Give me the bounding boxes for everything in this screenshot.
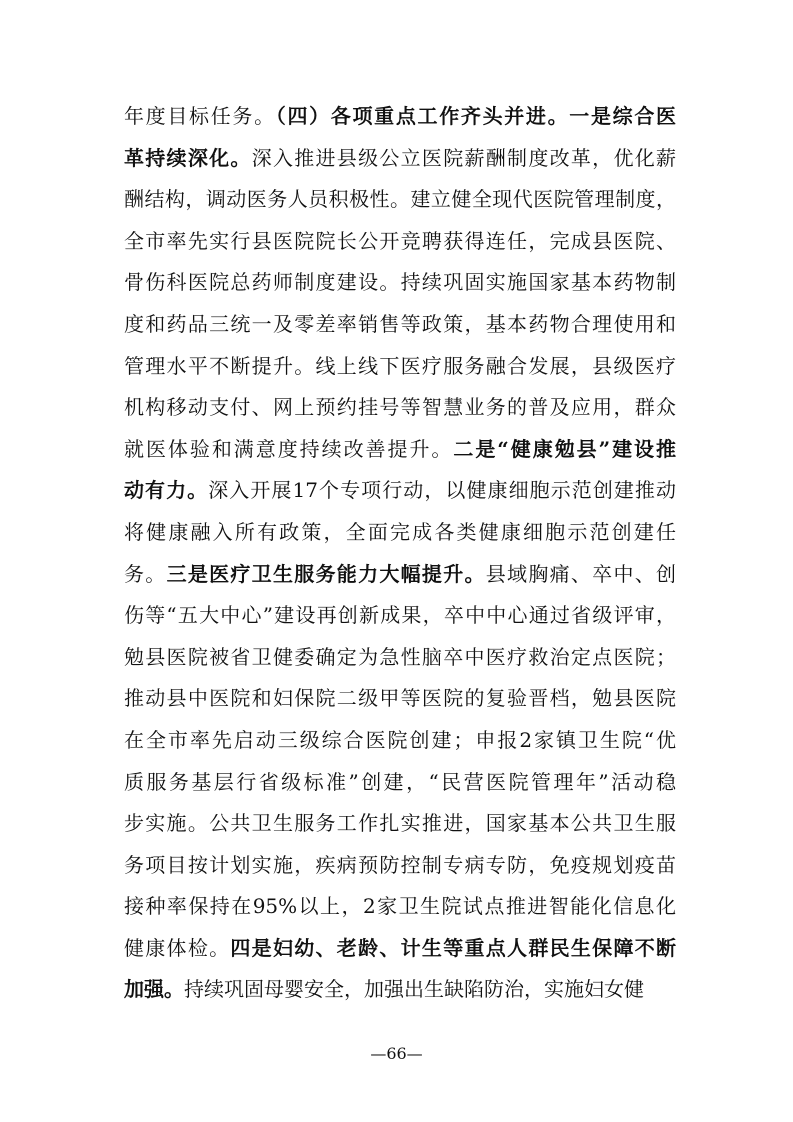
text-segment: 机构移动支付、网上预约挂号等智慧业务的普及应用，群众 — [124, 395, 676, 420]
bold-text-segment: 加强。 — [124, 977, 184, 1002]
bold-text-segment: （四）各项重点工作齐头并进。一是综合医 — [275, 104, 676, 128]
text-segment: 深入开展17个专项行动，以健康细胞示范创建推动 — [208, 478, 676, 503]
text-line — [124, 928, 676, 970]
text-line — [124, 512, 676, 554]
text-segment: 酬结构，调动医务人员积极性。建立健全现代医院管理制度， — [124, 187, 676, 212]
text-line — [124, 595, 676, 637]
text-segment: 推动县中医院和妇保院二级甲等医院的复验晋档，勉县医院 — [124, 686, 676, 711]
text-segment: 年度目标任务。 — [124, 104, 276, 128]
text-line — [124, 262, 676, 304]
text-segment: 全市率先实行县医院院长公开竞聘获得连任，完成县医院、 — [124, 228, 676, 253]
text-line — [124, 429, 676, 471]
text-segment: 将健康融入所有政策，全面完成各类健康细胞示范创建任 — [124, 519, 676, 544]
text-segment: 度和药品三统一及零差率销售等政策，基本药物合理使用和 — [124, 311, 676, 336]
text-segment: 伤等“五大中心”建设再创新成果，卒中中心通过省级评审， — [124, 603, 676, 628]
bold-text-segment: 二是“健康勉县”建设推 — [453, 436, 676, 461]
text-segment: 务项目按计划实施，疾病预防控制专病专防，免疫规划疫苗 — [124, 852, 676, 877]
text-line — [124, 637, 676, 679]
text-segment: 骨伤科医院总药师制度建设。持续巩固实施国家基本药物制 — [124, 270, 676, 295]
page-number: —66— — [370, 1044, 423, 1063]
bold-text-segment: 三是医疗卫生服务能力大幅提升。 — [166, 561, 486, 586]
text-segment: 勉县医院被省卫健委确定为急性脑卒中医疗救治定点医院； — [124, 644, 676, 669]
text-segment: 务。 — [124, 561, 167, 586]
bold-text-segment: 动有力。 — [124, 478, 209, 503]
text-line — [124, 554, 676, 596]
text-line — [124, 886, 676, 928]
text-line — [124, 304, 676, 346]
text-line — [124, 470, 676, 512]
text-segment: 接种率保持在95%以上，2家卫生院试点推进智能化信息化 — [124, 894, 676, 919]
text-line — [124, 96, 676, 138]
text-segment: 深入推进县级公立医院薪酬制度改革，优化薪 — [251, 145, 676, 170]
text-segment: 县域胸痛、卒中、创 — [485, 561, 676, 586]
text-line — [124, 221, 676, 263]
text-segment: 质服务基层行省级标准”创建，“民营医院管理年”活动稳 — [124, 769, 676, 794]
text-line — [124, 138, 676, 180]
text-line — [124, 387, 676, 429]
text-line — [124, 179, 676, 221]
text-segment: 持续巩固母婴安全，加强出生缺陷防治，实施妇女健 — [184, 977, 644, 1002]
text-segment: 健康体检。 — [124, 935, 231, 960]
text-segment: 管理水平不断提升。线上线下医疗服务融合发展，县级医疗 — [124, 353, 676, 378]
text-line — [124, 720, 676, 762]
bold-text-segment: 四是妇幼、老龄、计生等重点人群民生保障不断 — [230, 935, 676, 960]
text-segment: 就医体验和满意度持续改善提升。 — [124, 436, 454, 461]
text-segment: 在全市率先启动三级综合医院创建；申报2家镇卫生院“优 — [124, 727, 676, 752]
text-line — [124, 762, 676, 804]
text-segment: 步实施。公共卫生服务工作扎实推进，国家基本公共卫生服 — [124, 811, 676, 836]
text-line — [124, 845, 676, 887]
text-line — [124, 346, 676, 388]
body-paragraph — [124, 96, 676, 1011]
text-line — [124, 803, 676, 845]
text-line — [124, 969, 676, 1011]
text-line — [124, 678, 676, 720]
bold-text-segment: 革持续深化。 — [124, 145, 252, 170]
